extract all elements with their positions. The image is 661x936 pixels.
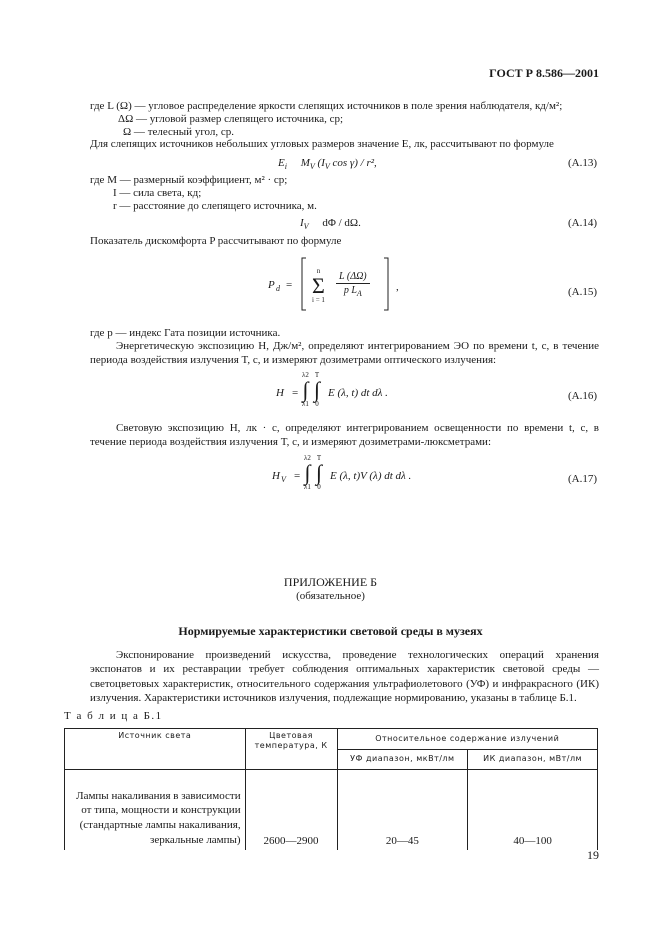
definition-text: угловой размер слепящего источника, ср; [149, 113, 344, 125]
definition-text: размерный коэффициент, м² · ср; [133, 174, 288, 186]
section-title: Нормируемые характеристики световой среды в музеях [178, 624, 483, 638]
table-label: Т а б л и ц а Б.1 [64, 710, 163, 722]
definition-symbol: где M — [90, 174, 131, 186]
appendix-subtitle: (обязательное) [296, 590, 365, 602]
definition-text: угловое распределение яркости слепящих источников в поле зрения наблюдателя, кд/м²; [148, 100, 563, 112]
table-cell: 20—45 [337, 770, 468, 851]
formula-number: (А.17) [567, 473, 597, 485]
definition-symbol: где L (Ω) — [90, 100, 146, 112]
page-number: 19 [587, 848, 599, 862]
definition-text: сила света, кд; [133, 187, 202, 199]
definition-symbol: r — [113, 200, 131, 212]
paragraph: Для слепящих источников небольших угловых размеров значение E, лк, рассчитывают по формуле [90, 138, 554, 150]
definition-text: телесный угол, ср. [147, 126, 235, 138]
paragraph: Показатель дискомфорта P рассчитывают по формуле [90, 235, 342, 247]
paragraph: где p — индекс Гата позиции источника. [90, 327, 281, 339]
table-cell: 2600—2900 [245, 770, 337, 851]
paragraph: Энергетическую экспозицию H, Дж/м², определяют интегрированием ЭО по времени t, с, в течение периода воздействия излучения T, с, и измеряют дозиметрами оптического излучения: [90, 340, 599, 367]
paragraph: Экспонирование произведений искусства, проведение технологических операций хранения экспонатов и их реставрации требует соблюдения оптимальных характеристик световой среды — светоцветовых характеристик, относительного содержания ультрафиолетового (УФ) и инфракрасного (ИК) излучения. Характеристики источников излучения, подлежащие нормированию, указаны в таблице Б.1. [90, 649, 599, 704]
table-cell: Лампы накаливания в зависимости от типа, мощности и конструкции (стандартные лампы накаливания, зеркальные лампы) [65, 770, 246, 851]
column-header: Относительное содержание излучений [337, 729, 597, 750]
column-header: Цветовая температура, К [245, 729, 337, 770]
definition-text: расстояние до слепящего источника, м. [133, 200, 317, 212]
formula-number: (А.14) [567, 217, 597, 229]
column-header: Источник света [65, 729, 246, 770]
formula-a13: $E_i$ $M_V$ ($I_V$ cos γ) / r², [278, 157, 377, 172]
definition-symbol: ΔΩ — [118, 113, 147, 125]
definition-symbol: Ω — [123, 126, 145, 138]
formula-number: (А.13) [567, 157, 597, 169]
column-header: ИК диапазон, мВт/лм [468, 749, 598, 770]
table-b1 [64, 728, 598, 850]
definition-line [113, 199, 317, 213]
formula-number: (А.16) [567, 390, 597, 402]
table-cell: 40—100 [468, 770, 598, 851]
formula-number: (А.15) [567, 286, 597, 298]
appendix-title: ПРИЛОЖЕНИЕ Б [283, 575, 378, 589]
definition-symbol: I — [113, 187, 131, 199]
table-row [65, 770, 598, 851]
paragraph: Световую экспозицию H, лк · с, определяют интегрированием освещенности по времени t, с, в течение периода воздействия излучения T, с, и измеряют дозиметрами-люксметрами: [90, 422, 599, 449]
document-header: ГОСТ Р 8.586—2001 [489, 66, 599, 80]
column-header: УФ диапазон, мкВт/лм [337, 749, 468, 770]
formula-a14: $I_V$ dΦ / dΩ. [300, 217, 361, 232]
